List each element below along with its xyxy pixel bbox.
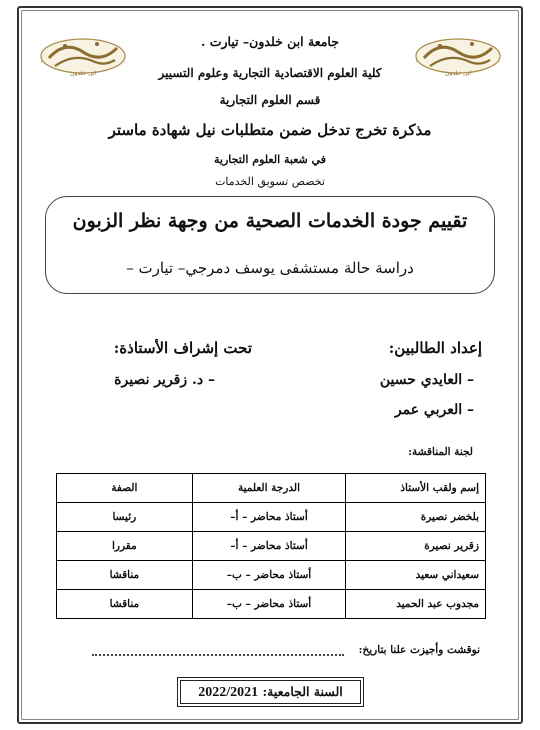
jury-label: لجنة المناقشة: [408, 446, 473, 458]
jury-member-rank: أستاذ محاضر – ب– [192, 590, 346, 619]
logo-text-left: ابن خلدون [70, 70, 96, 76]
student-name: – العربي عمر [394, 402, 474, 418]
jury-member-role: رئيسا [57, 503, 193, 532]
jury-member-rank: أستاذ محاضر – أ– [192, 532, 346, 561]
memo-description: مذكرة تخرج تدخل ضمن متطلبات نيل شهادة ماستر [108, 121, 432, 139]
faculty-name: كلية العلوم الاقتصادية التجارية وعلوم التسيير [158, 66, 382, 80]
jury-member-role: مناقشا [57, 561, 193, 590]
case-study: دراسة حالة مستشفى يوسف دمرجي– تيارت – [126, 259, 414, 277]
jury-member-role: مقررا [57, 532, 193, 561]
jury-table [56, 473, 486, 619]
jury-member-rank: أستاذ محاضر – أ– [192, 503, 346, 532]
branch-name: في شعبة العلوم التجارية [214, 153, 326, 166]
student-name: – العايدي حسين [379, 372, 474, 388]
table-header-row [57, 474, 486, 503]
column-header: الدرجة العلمية [192, 474, 346, 503]
thesis-title: تقييم جودة الخدمات الصحية من وجهة نظر الزبون [72, 210, 468, 232]
students-label: إعداد الطالبين: [388, 339, 482, 357]
table-row [57, 532, 486, 561]
jury-member-role: مناقشا [57, 590, 193, 619]
table-row [57, 503, 486, 532]
university-name: جامعة ابن خلدون– تيارت . [201, 34, 339, 49]
jury-member-name: مجدوب عبد الحميد [346, 590, 486, 619]
table-row [57, 590, 486, 619]
supervisor-name: – د. زقرير نصيرة [114, 372, 215, 388]
academic-year-value: 2022/2021 [198, 685, 259, 700]
jury-member-rank: أستاذ محاضر – ب– [192, 561, 346, 590]
column-header: الصفة [57, 474, 193, 503]
department-name: قسم العلوم التجارية [219, 93, 321, 107]
table-row [57, 561, 486, 590]
specialty-name: تخصص تسويق الخدمات [215, 175, 325, 188]
academic-year-label: السنة الجامعية: [262, 684, 343, 699]
academic-year [177, 684, 364, 701]
logo-text-right: ابن خلدون [445, 70, 471, 76]
discussion-date-label: نوقشت وأجيزت علنا بتاريخ: [358, 644, 480, 656]
supervisor-label: تحت إشراف الأستاذة: [113, 339, 252, 357]
column-header: إسم ولقب الأستاذ [346, 474, 486, 503]
date-dotted-line [92, 646, 344, 656]
jury-member-name: زقرير نصيرة [346, 532, 486, 561]
jury-member-name: سعيداني سعيد [346, 561, 486, 590]
jury-member-name: بلخضر نصيرة [346, 503, 486, 532]
